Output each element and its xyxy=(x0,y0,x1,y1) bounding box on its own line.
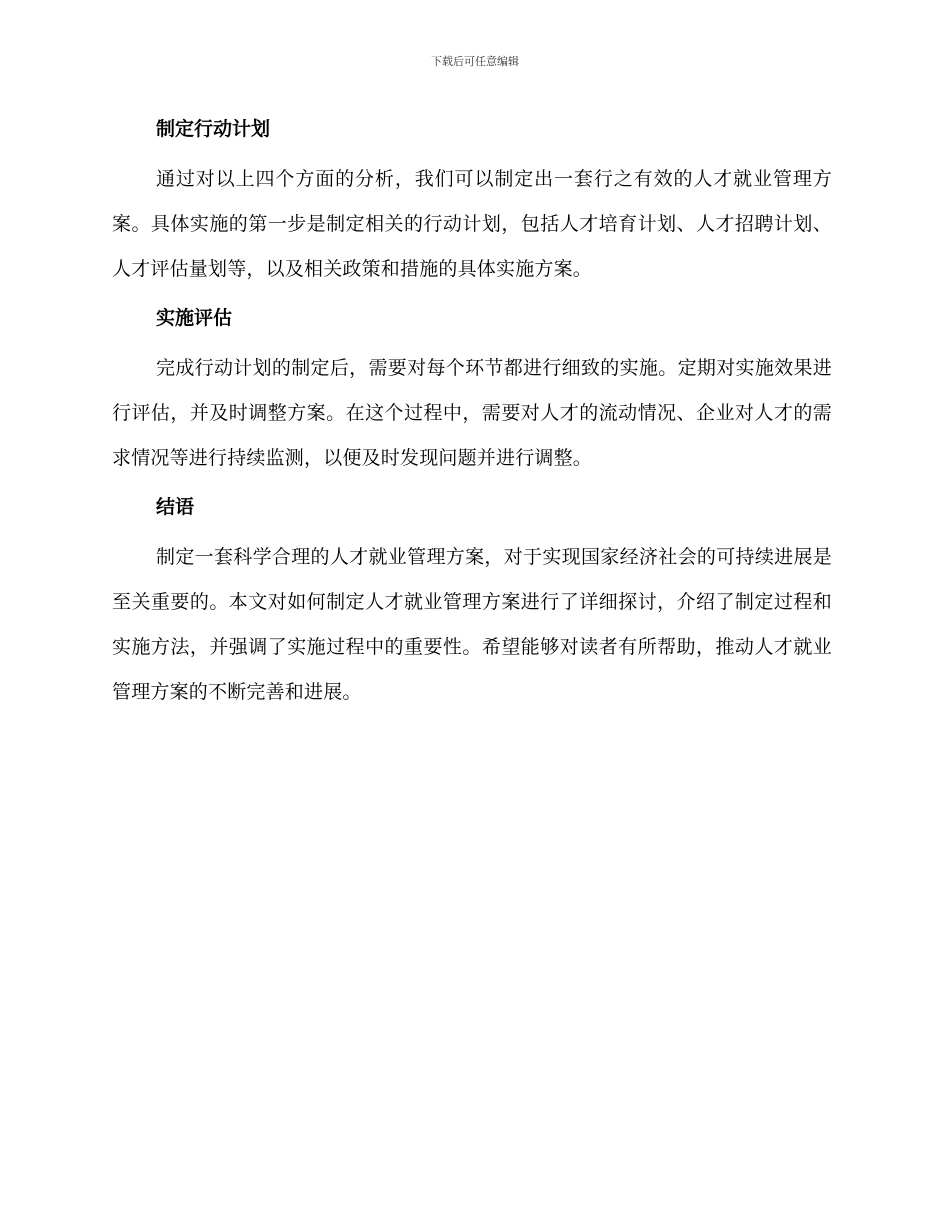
page-header: 下载后可任意编辑 xyxy=(431,55,519,68)
section-heading: 结语 xyxy=(156,496,195,518)
section-paragraph: 完成行动计划的制定后，需要对每个环节都进行细致的实施。定期对实施效果进行评估，并及时调整方案。在这个过程中，需要对人才的流动情况、企业对人才的需求情况等进行持续监测，以便及时发现问题并进行调整。 xyxy=(112,357,832,469)
section-implementation-evaluation xyxy=(112,302,832,481)
section-conclusion xyxy=(112,491,832,715)
section-heading: 实施评估 xyxy=(156,307,233,329)
section-paragraph: 制定一套科学合理的人才就业管理方案，对于实现国家经济社会的可持续进展是至关重要的。本文对如何制定人才就业管理方案进行了详细探讨，介绍了制定过程和实施方法，并强调了实施过程中的重要性。希望能够对读者有所帮助，推动人才就业管理方案的不断完善和进展。 xyxy=(112,546,832,703)
section-action-plan xyxy=(112,113,832,292)
section-paragraph: 通过对以上四个方面的分析，我们可以制定出一套行之有效的人才就业管理方案。具体实施的第一步是制定相关的行动计划，包括人才培育计划、人才招聘计划、人才评估量划等，以及相关政策和措施的具体实施方案。 xyxy=(112,168,832,280)
document-content xyxy=(112,113,832,725)
section-heading: 制定行动计划 xyxy=(156,118,271,140)
